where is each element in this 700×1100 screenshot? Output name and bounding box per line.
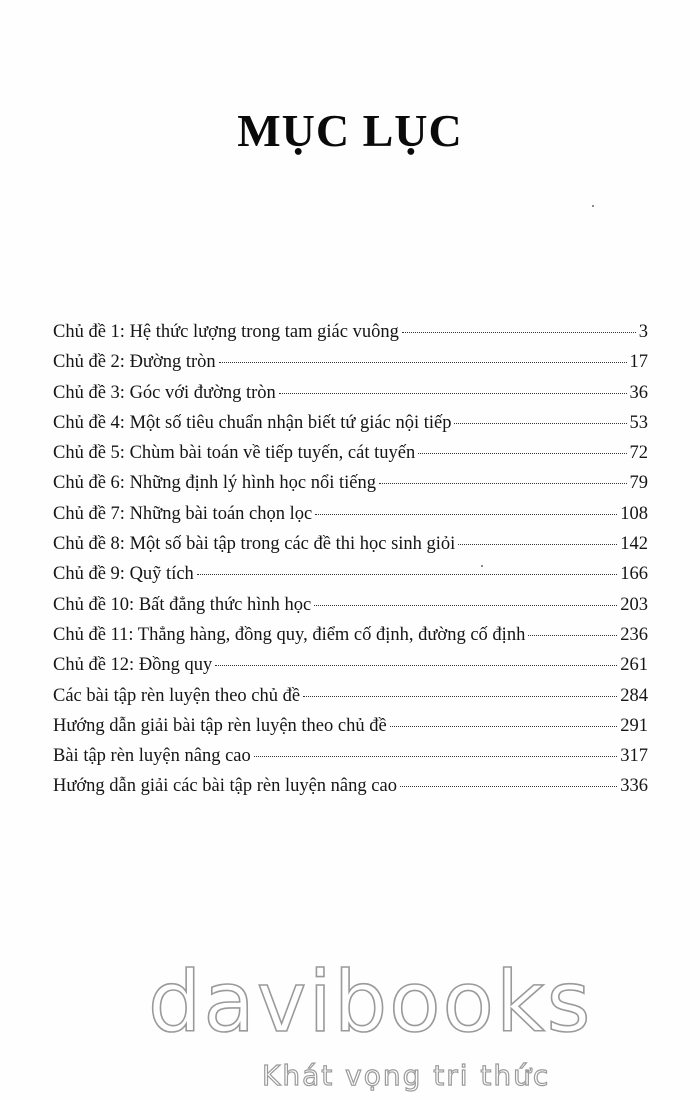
dot-leader bbox=[528, 635, 617, 636]
toc-entry-page: 3 bbox=[638, 322, 648, 342]
paper-speck bbox=[592, 205, 594, 207]
toc-entry-page: 317 bbox=[620, 746, 648, 767]
toc-entry bbox=[53, 564, 648, 594]
toc-entry bbox=[53, 776, 648, 806]
dot-leader bbox=[279, 393, 627, 394]
toc-entry-page: 166 bbox=[620, 564, 648, 585]
toc-entry bbox=[53, 655, 648, 685]
toc-entry-label: Chủ đề 10: Bất đẳng thức hình học bbox=[53, 594, 312, 615]
paper-speck bbox=[481, 565, 483, 567]
watermark-slogan: Khát vọng tri thức bbox=[262, 1059, 551, 1092]
toc-entry-label: Chủ đề 12: Đồng quy bbox=[53, 655, 213, 676]
toc-entry-label: Chủ đề 11: Thẳng hàng, đồng quy, điểm cố định, đường cố định bbox=[53, 624, 526, 645]
dot-leader bbox=[314, 605, 617, 606]
toc-entry bbox=[53, 625, 648, 655]
toc-entry bbox=[53, 352, 648, 382]
toc-entry-page: 79 bbox=[629, 473, 648, 494]
toc-entry-label: Chủ đề 2: Đường tròn bbox=[53, 352, 216, 373]
dot-leader bbox=[215, 665, 617, 666]
toc-entry bbox=[53, 504, 648, 534]
dot-leader bbox=[454, 423, 626, 424]
toc-entry-page: 17 bbox=[629, 352, 648, 373]
toc-entry-page: 284 bbox=[620, 685, 648, 706]
dot-leader bbox=[254, 756, 617, 757]
toc-entry bbox=[53, 473, 648, 503]
toc-entry bbox=[53, 413, 648, 443]
dot-leader bbox=[458, 544, 617, 545]
toc-entry-page: 336 bbox=[620, 776, 648, 797]
toc-entry-label: Hướng dẫn giải các bài tập rèn luyện nâng cao bbox=[53, 776, 397, 797]
toc-entry-label: Chủ đề 4: Một số tiêu chuẩn nhận biết tứ giác nội tiếp bbox=[53, 412, 452, 433]
dot-leader bbox=[315, 514, 617, 515]
dot-leader bbox=[402, 332, 636, 333]
toc-entry-label: Các bài tập rèn luyện theo chủ đề bbox=[53, 685, 301, 706]
toc-entry-label: Chủ đề 9: Quỹ tích bbox=[53, 564, 194, 585]
toc-entry-label: Chủ đề 3: Góc với đường tròn bbox=[53, 382, 276, 403]
toc-entry-page: 142 bbox=[620, 534, 648, 555]
toc-entry-label: Chủ đề 1: Hệ thức lượng trong tam giác vuông bbox=[53, 322, 399, 342]
toc-entry bbox=[53, 383, 648, 413]
dot-leader bbox=[219, 362, 627, 363]
toc-entry-label: Chủ đề 6: Những định lý hình học nổi tiếng bbox=[53, 473, 376, 494]
page-title: MỤC LỤC bbox=[237, 105, 463, 156]
toc-entry-page: 72 bbox=[629, 443, 648, 464]
table-of-contents bbox=[53, 322, 648, 807]
toc-entry bbox=[53, 322, 648, 352]
toc-entry bbox=[53, 746, 648, 776]
toc-entry bbox=[53, 686, 648, 716]
watermark-brand: davibooks bbox=[148, 953, 593, 1051]
toc-entry-label: Chủ đề 8: Một số bài tập trong các đề thi học sinh giỏi bbox=[53, 534, 456, 555]
toc-entry-page: 261 bbox=[620, 655, 648, 676]
toc-entry-page: 291 bbox=[620, 715, 648, 736]
dot-leader bbox=[197, 574, 617, 575]
toc-entry-page: 36 bbox=[629, 382, 648, 403]
toc-entry bbox=[53, 716, 648, 746]
toc-entry-page: 108 bbox=[620, 503, 648, 524]
toc-entry-label: Chủ đề 5: Chùm bài toán về tiếp tuyến, cát tuyến bbox=[53, 443, 416, 464]
toc-entry bbox=[53, 443, 648, 473]
toc-entry bbox=[53, 534, 648, 564]
toc-entry bbox=[53, 595, 648, 625]
dot-leader bbox=[418, 453, 626, 454]
toc-entry-page: 53 bbox=[629, 412, 648, 433]
toc-entry-page: 236 bbox=[620, 624, 648, 645]
dot-leader bbox=[303, 696, 617, 697]
dot-leader bbox=[390, 726, 618, 727]
toc-entry-page: 203 bbox=[620, 594, 648, 615]
toc-entry-label: Hướng dẫn giải bài tập rèn luyện theo chủ đề bbox=[53, 715, 387, 736]
toc-entry-label: Chủ đề 7: Những bài toán chọn lọc bbox=[53, 503, 313, 524]
toc-entry-label: Bài tập rèn luyện nâng cao bbox=[53, 746, 251, 767]
dot-leader bbox=[400, 786, 617, 787]
dot-leader bbox=[379, 483, 627, 484]
